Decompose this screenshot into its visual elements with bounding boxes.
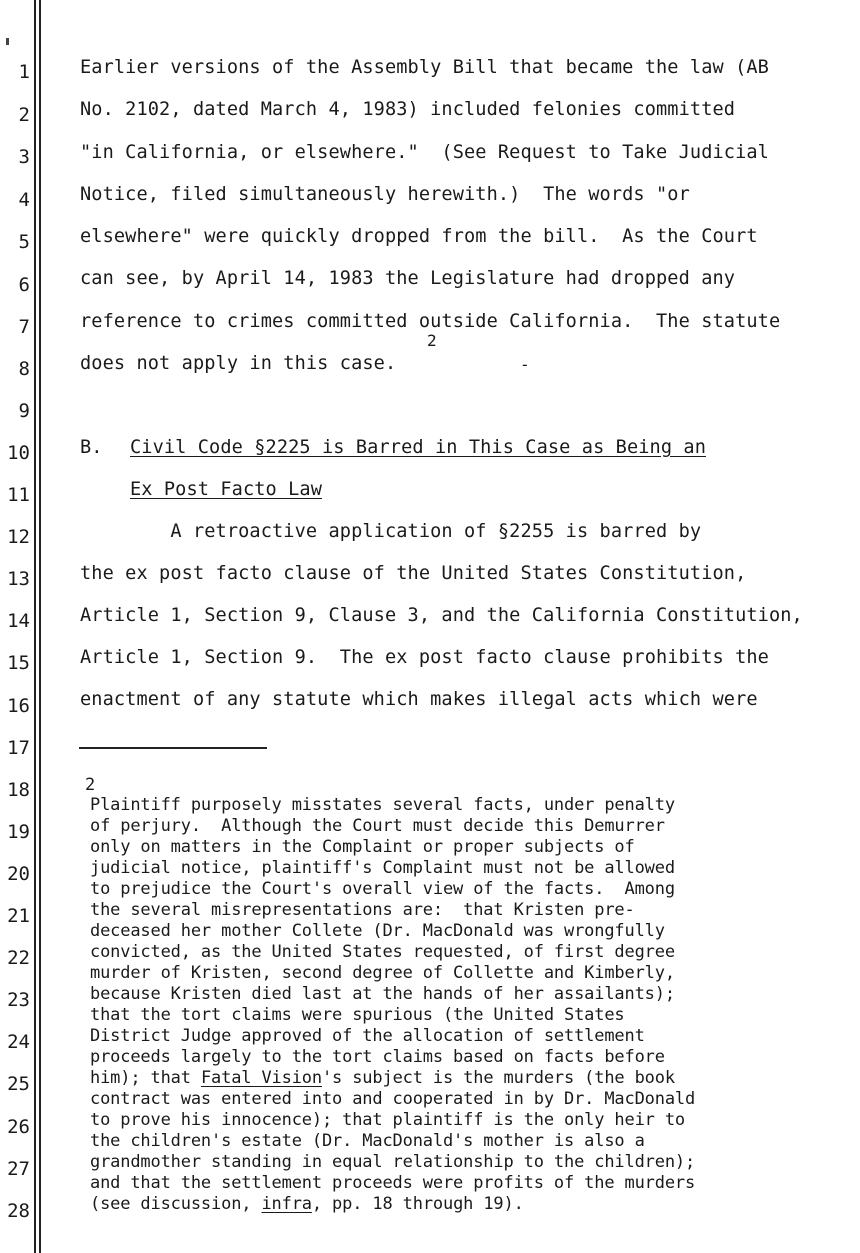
footnote-text-run: , pp. 18 through 19).: [311, 1194, 524, 1214]
body-line: elsewhere" were quickly dropped from the bill. As the Court: [80, 226, 758, 247]
line-number: 7: [18, 316, 30, 338]
line-number: 22: [7, 947, 30, 969]
left-margin-rule-1: [34, 0, 36, 1253]
footnote-line: of perjury. Although the Court must decide this Demurrer: [90, 816, 665, 836]
line-number: 14: [7, 610, 30, 632]
line-number: 9: [18, 400, 30, 422]
body-line: "in California, or elsewhere." (See Request to Take Judicial: [80, 142, 769, 163]
line-number: 21: [7, 905, 30, 927]
line-number: 18: [7, 779, 30, 801]
footnote-line: grandmother standing in equal relationship to the children);: [90, 1152, 696, 1172]
infra-reference: infra: [261, 1194, 312, 1214]
stray-mark: -: [520, 355, 530, 374]
line-number: 15: [7, 652, 30, 674]
line-number: 28: [7, 1200, 30, 1222]
section-line: Article 1, Section 9, Clause 3, and the California Constitution,: [80, 605, 803, 626]
line-number: 4: [18, 189, 30, 211]
section-line: Article 1, Section 9. The ex post facto clause prohibits the: [80, 647, 769, 668]
footnote-line: that the tort claims were spurious (the United States: [90, 1005, 625, 1025]
footnote-line: proceeds largely to the tort claims based on facts before: [90, 1047, 665, 1067]
footnote-text-run: (see discussion,: [90, 1194, 262, 1214]
line-number: 23: [7, 989, 30, 1011]
footnote-line: convicted, as the United States requested, of first degree: [90, 942, 675, 962]
footnote-divider: [79, 747, 267, 749]
left-margin-rule-2: [39, 0, 41, 1253]
line-number: 2: [18, 104, 30, 126]
footnote-line: deceased her mother Collete (Dr. MacDonald was wrongfully: [90, 921, 665, 941]
line-number: 25: [7, 1073, 30, 1095]
line-number: 12: [7, 526, 30, 548]
body-line: Earlier versions of the Assembly Bill that became the law (AB: [80, 57, 769, 78]
body-line: can see, by April 14, 1983 the Legislature had dropped any: [80, 268, 736, 289]
line-number: 11: [7, 484, 30, 506]
line-number: 20: [7, 863, 30, 885]
footnote-text-run: him); that: [90, 1068, 201, 1088]
line-number: 13: [7, 568, 30, 590]
line-number: 1: [18, 61, 30, 83]
section-line: enactment of any statute which makes illegal acts which were: [80, 689, 758, 710]
line-number: 24: [7, 1031, 30, 1053]
footnote-line: [90, 1194, 524, 1214]
book-title: Fatal Vision: [200, 1068, 322, 1088]
line-number: 19: [7, 821, 30, 843]
section-heading: Civil Code §2225 is Barred in This Case as Being an: [130, 437, 707, 458]
footnote-line: murder of Kristen, second degree of Collette and Kimberly,: [90, 963, 675, 983]
footnote-number: 2: [85, 775, 96, 795]
line-number: 5: [18, 231, 30, 253]
footnote-line: District Judge approved of the allocation of settlement: [90, 1026, 645, 1046]
footnote-line: only on matters in the Complaint or proper subjects of: [90, 837, 635, 857]
body-line: reference to crimes committed outside California. The statute: [80, 311, 781, 332]
footnote-line: [90, 1068, 675, 1088]
page-mark: [6, 38, 9, 45]
line-number: 26: [7, 1116, 30, 1138]
footnote-line: to prove his innocence); that plaintiff is the only heir to: [90, 1110, 686, 1130]
line-number: 10: [7, 442, 30, 464]
footnote-reference: 2: [427, 331, 437, 350]
footnote-line: judicial notice, plaintiff's Complaint must not be allowed: [90, 858, 675, 878]
section-heading-continued: Ex Post Facto Law: [130, 479, 323, 500]
footnote-line: the children's estate (Dr. MacDonald's mother is also a: [90, 1131, 645, 1151]
footnote-line: to prejudice the Court's overall view of the facts. Among: [90, 879, 675, 899]
body-line: Notice, filed simultaneously herewith.) The words "or: [80, 184, 690, 205]
line-number: 3: [18, 146, 30, 168]
footnote-text-run: 's subject is the murders (the book: [321, 1068, 675, 1088]
section-line: the ex post facto clause of the United States Constitution,: [80, 563, 747, 584]
footnote-line: and that the settlement proceeds were profits of the murders: [90, 1173, 696, 1193]
body-line: No. 2102, dated March 4, 1983) included felonies committed: [80, 99, 736, 120]
footnote-line: because Kristen died last at the hands of her assailants);: [90, 984, 675, 1004]
line-number: 16: [7, 695, 30, 717]
section-marker: B.: [80, 437, 103, 458]
line-number: 17: [7, 737, 30, 759]
section-line: A retroactive application of §2255 is barred by: [80, 521, 702, 542]
footnote-line: Plaintiff purposely misstates several facts, under penalty: [90, 795, 675, 815]
footnote-line: the several misrepresentations are: that Kristen pre-: [90, 900, 635, 920]
line-number: 6: [18, 274, 30, 296]
footnote-line: contract was entered into and cooperated in by Dr. MacDonald: [90, 1089, 696, 1109]
line-number: 27: [7, 1158, 30, 1180]
body-line: does not apply in this case.: [80, 353, 397, 374]
line-number: 8: [18, 358, 30, 380]
